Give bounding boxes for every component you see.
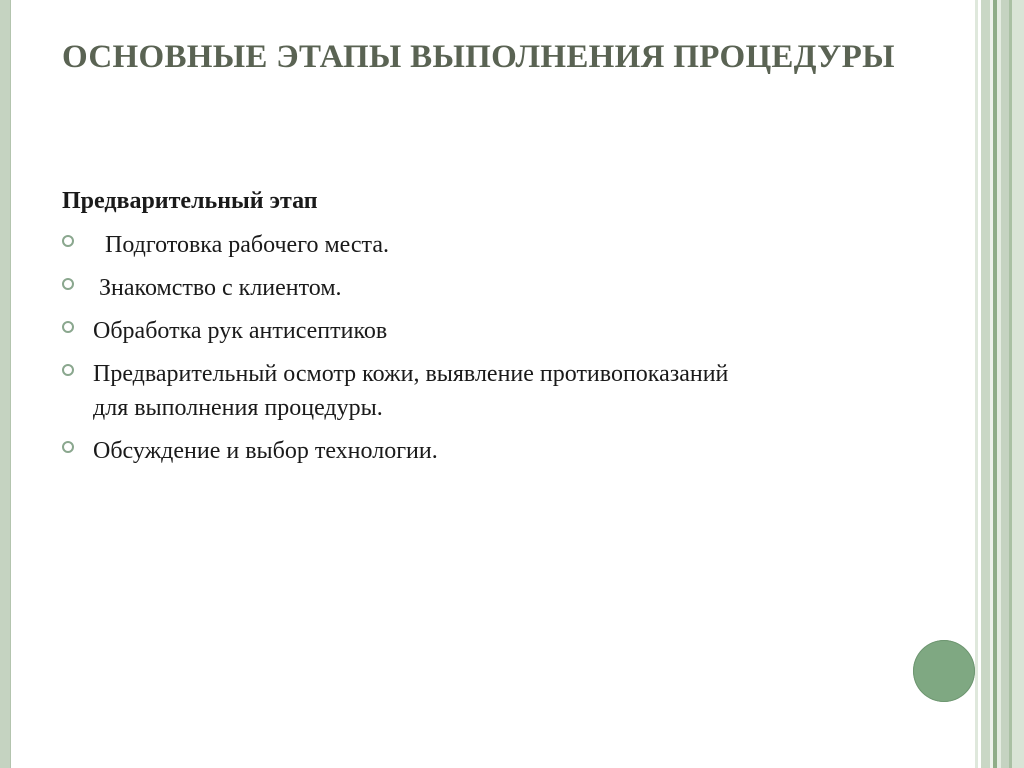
bullet-text: Обработка рук антисептиков <box>93 318 388 344</box>
bullet-list <box>62 228 942 468</box>
bullet-text: Подготовка рабочего места. <box>93 232 389 258</box>
hollow-circle-bullet-icon <box>62 235 74 247</box>
bullet-item <box>62 357 942 425</box>
hollow-circle-bullet-icon <box>62 321 74 333</box>
frame-stripe <box>981 0 990 768</box>
frame-stripe <box>975 0 978 768</box>
bullet-text: Знакомство с клиентом. <box>93 275 342 301</box>
green-circle-icon <box>913 640 975 702</box>
hollow-circle-bullet-icon <box>62 364 74 376</box>
right-frame-stripes <box>975 0 1024 768</box>
hollow-circle-bullet-icon <box>62 441 74 453</box>
slide-title: ОСНОВНЫЕ ЭТАПЫ ВЫПОЛНЕНИЯ ПРОЦЕДУРЫ <box>62 39 895 75</box>
bullet-item <box>62 228 942 262</box>
frame-stripe <box>1001 0 1009 768</box>
bullet-item <box>62 314 942 348</box>
frame-stripe <box>1012 0 1024 768</box>
left-frame-bar <box>0 0 11 768</box>
bullet-text: Предварительный осмотр кожи, выявление противопоказаний для выполнения процедуры. <box>93 361 729 421</box>
bullet-item <box>62 271 942 305</box>
hollow-circle-bullet-icon <box>62 278 74 290</box>
bullet-item <box>62 434 942 468</box>
bullet-text: Обсуждение и выбор технологии. <box>93 438 438 464</box>
slide-content <box>62 184 942 477</box>
section-subheading: Предварительный этап <box>62 188 318 214</box>
